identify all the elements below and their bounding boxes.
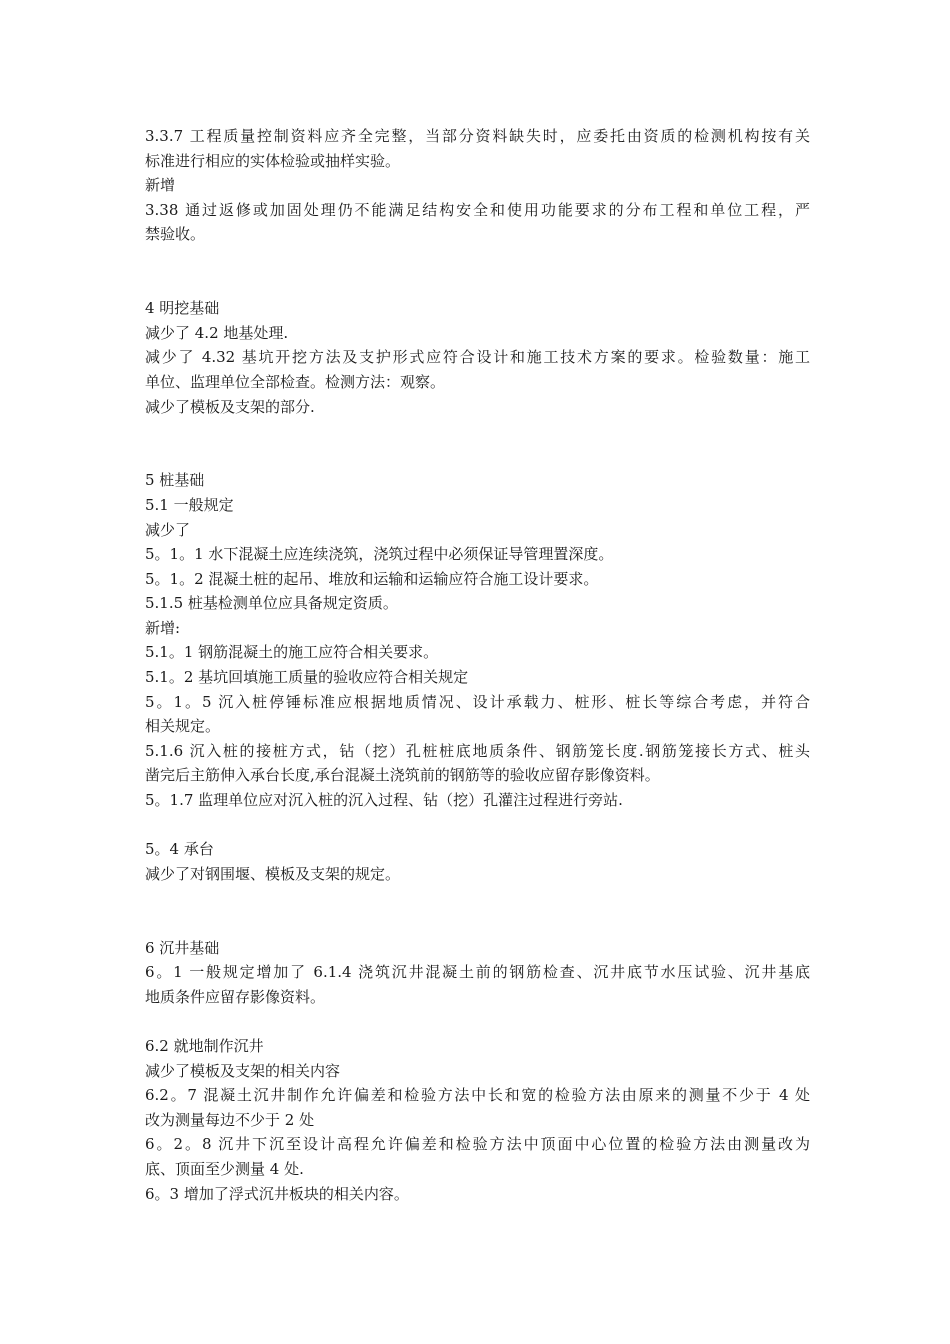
text-line: 3.38 通过返修或加固处理仍不能满足结构安全和使用功能要求的分布工程和单位工程，严 [145,200,810,219]
subsection-heading: 5.1 一般规定 [145,495,234,514]
blank-line [145,247,810,272]
text-line: 6。2。8 沉井下沉至设计高程允许偏差和检验方法中顶面中心位置的检验方法由测量改为 [145,1135,810,1154]
blank-line [145,419,810,444]
text-line: 减少了 4.32 基坑开挖方法及支护形式应符合设计和施工技术方案的要求。检验数量：施工 [145,348,810,367]
text-line: 5。1。2 混凝土桩的起吊、堆放和运输和运输应符合施工设计要求。 [145,569,599,588]
text-line: 5.1。1 钢筋混凝土的施工应符合相关要求。 [145,643,439,662]
text-line: 禁验收。 [145,225,206,244]
text-line: 减少了模板及支架的相关内容 [145,1061,341,1080]
text-line: 5。1。1 水下混凝土应连续浇筑，浇筑过程中必须保证导管理置深度。 [145,545,614,564]
blank-line [145,444,810,469]
text-line: 6.2。7 混凝土沉井制作允许偏差和检验方法中长和宽的检验方法由原来的测量不少于 4 处 [145,1086,810,1105]
text-line: 减少了对钢围堰、模板及支架的规定。 [145,864,401,883]
text-line: 6。1 一般规定增加了 6.1.4 浇筑沉井混凝土前的钢筋检查、沉井底节水压试验、沉井基底 [145,963,810,982]
text-line: 5.1.5 桩基检测单位应具备规定资质。 [145,594,398,613]
subsection-heading: 5。4 承台 [145,840,214,859]
text-line: 6。3 增加了浮式沉井板块的相关内容。 [145,1184,409,1203]
blank-line [145,911,810,936]
document-page [145,124,810,1206]
text-line: 新增: [145,618,181,637]
blank-line [145,1009,810,1034]
blank-line [145,813,810,838]
text-line: 地质条件应留存影像资料。 [145,987,326,1006]
section-heading: 6 沉井基础 [145,938,220,957]
text-line: 改为测量每边不少于 2 处 [145,1110,315,1129]
text-line: 单位、监理单位全部检查。检测方法：观察。 [145,372,446,391]
text-line: 减少了 4.2 地基处理. [145,323,289,342]
text-line: 3.3.7 工程质量控制资料应齐全完整，当部分资料缺失时，应委托由资质的检测机构按有关 [145,127,810,145]
text-line: 5.1。2 基坑回填施工质量的验收应符合相关规定 [145,668,469,687]
text-line: 相关规定。 [145,717,221,736]
text-line: 底、顶面至少测量 4 处. [145,1159,304,1178]
text-line: 凿完后主筋伸入承台长度,承台混凝土浇筑前的钢筋等的验收应留存影像资料。 [145,766,660,785]
section-heading: 5 桩基础 [145,471,205,490]
blank-line [145,272,810,297]
subsection-heading: 6.2 就地制作沉井 [145,1036,264,1055]
text-line: 标准进行相应的实体检验或抽样实验。 [145,151,401,170]
text-line: 减少了模板及支架的部分. [145,397,315,416]
text-line: 5.1.6 沉入桩的接桩方式，钻（挖）孔桩桩底地质条件、钢筋笼长度.钢筋笼接长方式、桩头 [145,741,810,760]
text-line: 5。1.7 监理单位应对沉入桩的沉入过程、钻（挖）孔灌注过程进行旁站. [145,791,623,810]
text-line: 减少了 [145,520,191,539]
blank-line [145,886,810,911]
section-heading: 4 明挖基础 [145,299,220,318]
text-line: 新增 [145,176,176,195]
text-line: 5。1。5 沉入桩停锤标准应根据地质情况、设计承载力、桩形、桩长等综合考虑，并符合 [145,692,810,711]
